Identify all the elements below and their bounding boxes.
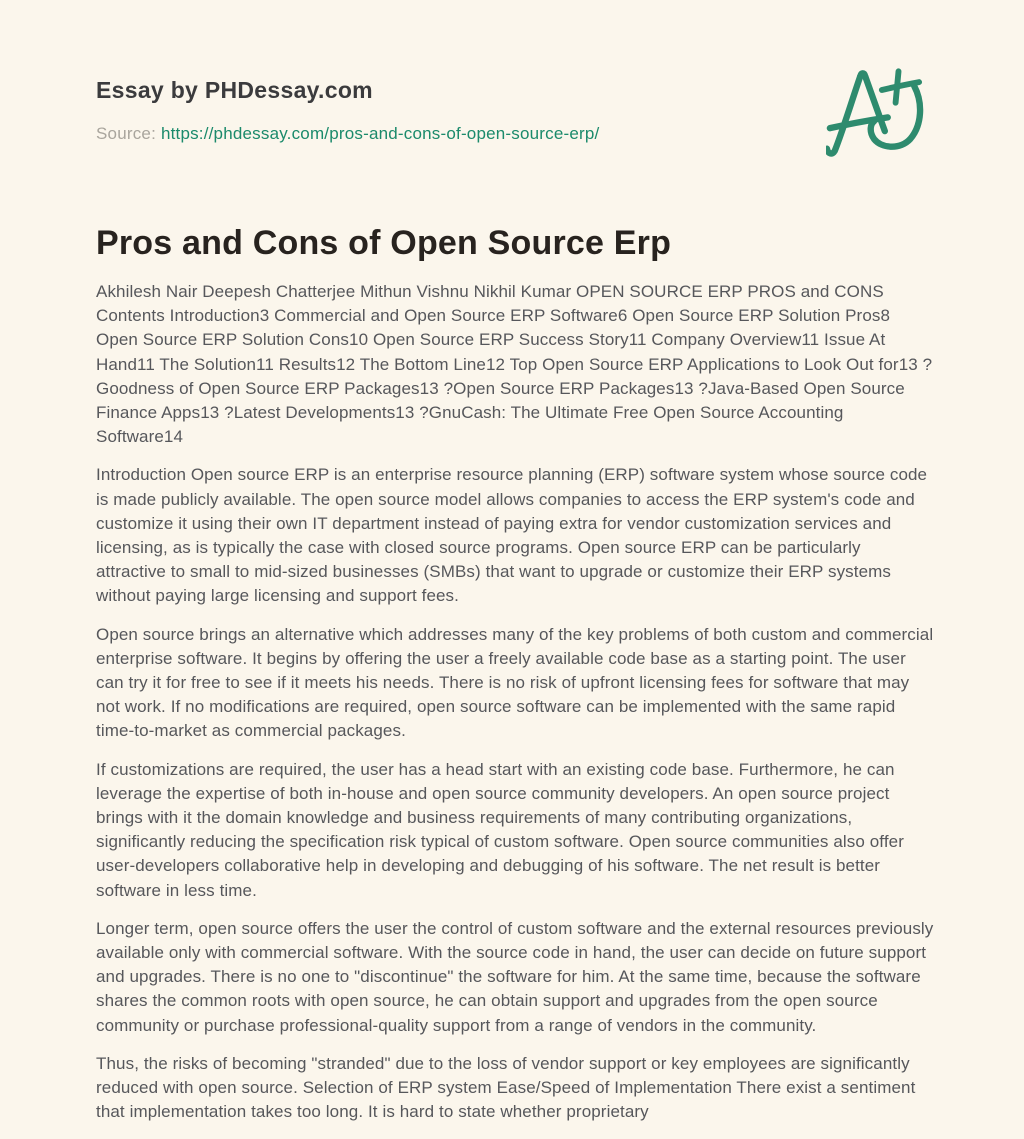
a-plus-logo-icon	[826, 64, 924, 160]
essay-paragraph: Introduction Open source ERP is an enterprise resource planning (ERP) software system whose source code is made publicly available. The open source model allows companies to access the ERP system's code and customize it using their own IT department instead of paying extra for vendor customization services and licensing, as is typically the case with closed source programs. Open source ERP can be particularly attractive to small to mid-sized businesses (SMBs) that want to upgrade or customize their ERP systems without paying large licensing and support fees.	[96, 465, 928, 606]
essay-paragraph: Longer term, open source offers the user the control of custom software and the external resources previously available only with commercial software. With the source code in hand, the user can decide on future support and upgrades. There is no one to "discontinue" the software for him. At the same time, because the software shares the common roots with open source, he can obtain support and upgrades from the open source community or purchase professional-quality support from a range of vendors in the community.	[96, 918, 934, 1035]
essay-title: Pros and Cons of Open Source Erp	[96, 224, 672, 262]
essay-paragraph: If customizations are required, the user has a head start with an existing code base. Furthermore, he can leverage the expertise of both in-house and open source community developers. An open source project brings with it the domain knowledge and business requirements of many contributing organizations, significantly reducing the specification risk typical of custom software. Open source communities also offer user-developers collaborative help in developing and debugging of his software. The net result is better software in less time.	[96, 759, 904, 900]
essay-paragraph: Akhilesh Nair Deepesh Chatterjee Mithun Vishnu Nikhil Kumar OPEN SOURCE ERP PROS and CONS Contents Introduction3 Commercial and Open Source ERP Software6 Open Source ERP Solution Pros8 Open Source ERP Solution Cons10 Open Source ERP Success Story11 Company Overview11 Issue At Hand11 The Solution11 Results12 The Bottom Line12 Top Open Source ERP Applications to Look Out for13 ?Goodness of Open Source ERP Packages13 ?Open Source ERP Packages13 ?Java-Based Open Source Finance Apps13 ?Latest Developments13 ?GnuCash: The Ultimate Free Open Source Accounting Software14	[96, 282, 933, 447]
source-url-link[interactable]: https://phdessay.com/pros-and-cons-of-open-source-erp/	[160, 124, 600, 143]
source-label: Source:	[96, 124, 156, 143]
site-heading: Essay by PHDessay.com	[96, 77, 373, 103]
essay-paragraph: Thus, the risks of becoming "stranded" due to the loss of vendor support or key employees are significantly reduced with open source. Selection of ERP system Ease/Speed of Implementation There exist a sentiment that implementation takes too long. It is hard to state whether proprietary	[96, 1053, 916, 1122]
essay-body	[96, 280, 934, 1139]
essay-paragraph: Open source brings an alternative which addresses many of the key problems of both custom and commercial enterprise software. It begins by offering the user a freely available code base as a starting point. The user can try it for free to see if it meets his needs. There is no risk of upfront licensing fees for software that may not work. If no modifications are required, open source software can be implemented with the same rapid time-to-market as commercial packages.	[96, 624, 934, 741]
source-line	[96, 124, 599, 144]
